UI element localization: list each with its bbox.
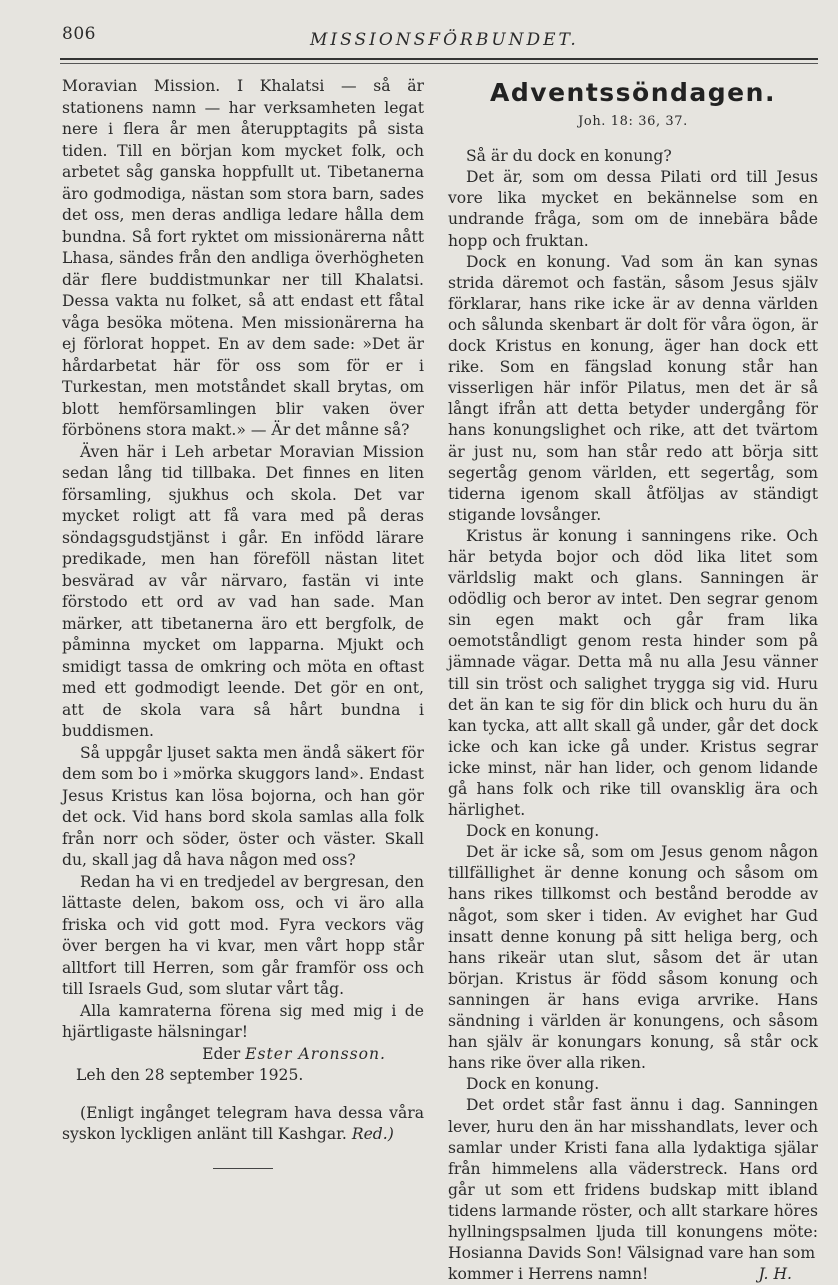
left-paragraph-5: Alla kamraterna förena sig med mig i de hjärtligaste hälsningar! — [62, 1001, 424, 1041]
right-paragraph-4: Kristus är konung i sanningens rike. Och här betyda bojor och död lika litet som världslig makt och glans. Sanningen är odödlig och beror av intet. Den segrar genom sin egen makt och går fram lika oemotståndligt genom resta hinder som på jämnade vägar. Detta må nu alla Jesu vänner till sin tröst och salighet trygga sig vid. Huru det än kan te sig för din blick och huru du än kan tycka, att allt skall gå under, går det dock icke och kan icke gå under. Kristus segrar icke minst, när han lider, och genom lidande gå hans folk och rike till ovansklig ära och härlighet. — [448, 526, 818, 820]
closing-text: kommer i Herrens namn! — [448, 1265, 649, 1284]
end-rule — [213, 1168, 273, 1169]
right-paragraph-3: Dock en konung. Vad som än kan synas strida däremot och fastän, såsom Jesus själv förklarar, hans rike icke är av denna världen och sålunda skenbart är dolt för våra ögon, är dock Kristus en konung, äger han dock ett rike. Som en fängslad konung står han visserligen här inför Pilatus, men det är så långt ifrån att detta betyder undergång för hans konungslighet och rike, att det tvärtom är just nu, som han står redo att börja sitt segertåg genom världen, ett segertåg, som tiderna igenom skall åtföljas av ständigt stigande lovsånger. — [448, 252, 818, 524]
signature-prefix: Eder — [202, 1044, 241, 1063]
right-paragraph-5: Dock en konung. — [466, 822, 600, 841]
right-paragraph-1: Så är du dock en konung? — [466, 147, 672, 166]
place-date: Leh den 28 september 1925. — [76, 1066, 304, 1084]
editor-note-signoff: Red.) — [351, 1125, 394, 1143]
right-paragraph-8: Det ordet står fast ännu i dag. Sanningen lever, huru den än har misshandlats, lever och samlar under Kristi fana alla lydaktiga själar från himmelens alla väderstreck. Hans ord går ut som ett fridens budskap mitt ibland tidens larmande röster, och allt starkare höres hyllningspsalmen ljuda till konungens möte: Hosianna Davids Son! Välsignad vare han som — [448, 1096, 818, 1263]
right-column — [448, 78, 818, 1285]
editor-note-text: (Enligt ingånget telegram hava dessa våra syskon lyckligen anlänt till Kashgar. — [62, 1103, 424, 1143]
closing-line — [448, 1264, 818, 1285]
spacer — [62, 1087, 424, 1103]
left-paragraph-2: Även här i Leh arbetar Moravian Mission sedan lång tid tillbaka. Det finnes en liten församling, sjukhus och skola. Det var mycket roligt att få vara med på deras söndagsgudstjänst i går. En infödd lärare predikade, men han föreföll nästan litet besvärad av vår närvaro, fastän vi inte förstodo ett ord av vad han sade. Man märker, att tibetanerna äro ett bergfolk, de påminna mycket om lapparna. Mjukt och smidigt tassa de omkring och möta en oftast med ett godmodigt leende. Det gör en ont, att de skola vara så hårt bundna i buddismen. — [62, 442, 424, 740]
signature-name: Ester Aronsson. — [245, 1044, 386, 1063]
article-title: Adventssöndagen. — [490, 78, 776, 107]
left-paragraph-1: Moravian Mission. I Khalatsi — så är stationens namn — har verksamheten legat nere i flera år men återupptagits på sista tiden. Till en början kom mycket folk, och arbetet såg ganska hoppfullt ut. Tibetanerna äro godmodiga, nästan som stora barn, sades det oss, men deras andliga ledare hålla dem bundna. Så fort ryktet om missionärerna nått Lhasa, sändes från den andliga överhögheten där flere buddistmunkar ner till Khalatsi. Dessa vakta nu folket, så att endast ett fåtal våga besöka mötena. Men missionärerna ha ej förlorat hoppet. En av dem sade: »Det är hårdarbetat här för oss som för er i Turkestan, men motståndet skall brytas, om blott hemförsamlingen blir vaken över förbönens stora makt.» — Är det månne så? — [62, 77, 424, 439]
left-column — [62, 76, 424, 1169]
scripture-reference: Joh. 18: 36, 37. — [578, 114, 688, 130]
right-paragraph-7: Dock en konung. — [466, 1075, 600, 1094]
header-rule-thin — [60, 63, 818, 64]
running-title: MISSIONSFÖRBUNDET. — [310, 30, 579, 50]
right-paragraph-2: Det är, som om dessa Pilati ord till Jesus vore lika mycket en bekännelse som en undrande fråga, som om de innebära både hopp och fruktan. — [448, 168, 818, 250]
page-number: 806 — [62, 24, 96, 44]
editor-note — [62, 1103, 424, 1146]
header-rule — [60, 58, 818, 60]
left-paragraph-3: Så uppgår ljuset sakta men ändå säkert för dem som bo i »mörka skuggors land». Endast Jesus Kristus kan lösa bojorna, och han gör det ock. Vid hans bord skola samlas alla folk från norr och söder, öster och väster. Skall du, skall jag då hava någon med oss? — [62, 743, 424, 869]
right-paragraph-6: Det är icke så, som om Jesus genom någon tillfällighet är denne konung och såsom om hans rikes tillkomst och bestånd berodde av något, som sker i tiden. Av evighet har Gud insatt denne konung på sitt heliga berg, och hans rikeär utan slut, såsom det är utan början. Kristus är född såsom konung och sanningen är hans eviga arvrike. Hans sändning i världen är konungens, och såsom han själv är konungars konung, så står ock hans rike över alla riken. — [448, 843, 818, 1073]
left-paragraph-4: Redan ha vi en tredjedel av bergresan, den lättaste delen, bakom oss, och vi äro alla friska och vid gott mod. Fyra veckors väg över bergen ha vi kvar, men vårt hopp står alltfort till Herren, som går framför oss och till Israels Gud, som slutar vårt tåg. — [62, 872, 424, 998]
author-initials: J. H. — [758, 1265, 792, 1284]
signature — [62, 1044, 424, 1066]
